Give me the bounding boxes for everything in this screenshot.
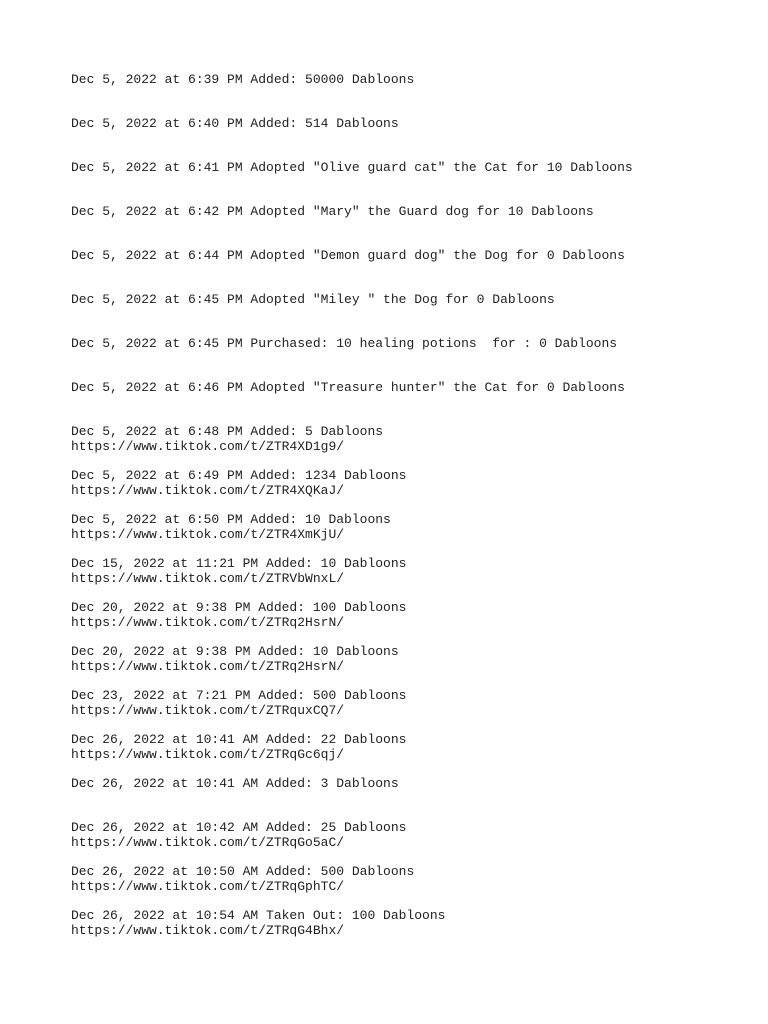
log-entry-url: https://www.tiktok.com/t/ZTRqG4Bhx/ xyxy=(71,923,345,938)
log-entry-url: https://www.tiktok.com/t/ZTR4XmKjU/ xyxy=(71,527,345,542)
log-entry-text: Dec 26, 2022 at 10:41 AM Added: 3 Dabloons xyxy=(71,776,399,791)
log-entry-text: Dec 23, 2022 at 7:21 PM Added: 500 Dabloons xyxy=(71,688,407,703)
log-entry-text: Dec 26, 2022 at 10:50 AM Added: 500 Dabloons xyxy=(71,864,415,879)
log-entry xyxy=(71,160,761,204)
log-entry-url: https://www.tiktok.com/t/ZTR4XQKaJ/ xyxy=(71,483,345,498)
log-entry-text: Dec 26, 2022 at 10:41 AM Added: 22 Dabloons xyxy=(71,732,407,747)
log-entry xyxy=(71,248,761,292)
log-entry-text: Dec 26, 2022 at 10:54 AM Taken Out: 100 Dabloons xyxy=(71,908,446,923)
log-entry xyxy=(71,424,761,468)
log-entry-text: Dec 5, 2022 at 6:39 PM Added: 50000 Dabloons xyxy=(71,72,415,87)
log-entry xyxy=(71,292,761,336)
log-entry-url: https://www.tiktok.com/t/ZTRqGo5aC/ xyxy=(71,835,345,850)
log-entry-text: Dec 5, 2022 at 6:48 PM Added: 5 Dabloons xyxy=(71,424,384,439)
log-entry xyxy=(71,512,761,556)
log-entry xyxy=(71,468,761,512)
transaction-log xyxy=(71,72,761,952)
log-entry-text: Dec 5, 2022 at 6:40 PM Added: 514 Dabloons xyxy=(71,116,399,131)
log-entry-url: https://www.tiktok.com/t/ZTRquxCQ7/ xyxy=(71,703,345,718)
log-entry-text: Dec 5, 2022 at 6:50 PM Added: 10 Dabloons xyxy=(71,512,391,527)
log-entry-url: https://www.tiktok.com/t/ZTRqGc6qj/ xyxy=(71,747,345,762)
log-entry xyxy=(71,732,761,776)
log-entry xyxy=(71,864,761,908)
log-entry xyxy=(71,380,761,424)
log-entry-url: https://www.tiktok.com/t/ZTRVbWnxL/ xyxy=(71,571,345,586)
log-entry-url: https://www.tiktok.com/t/ZTR4XD1g9/ xyxy=(71,439,345,454)
log-entry-text: Dec 15, 2022 at 11:21 PM Added: 10 Dabloons xyxy=(71,556,407,571)
log-entry-url: https://www.tiktok.com/t/ZTRq2HsrN/ xyxy=(71,659,345,674)
log-entry-text: Dec 5, 2022 at 6:42 PM Adopted "Mary" the Guard dog for 10 Dabloons xyxy=(71,204,594,219)
log-entry-url: https://www.tiktok.com/t/ZTRqGphTC/ xyxy=(71,879,345,894)
log-entry xyxy=(71,336,761,380)
log-entry-text: Dec 5, 2022 at 6:45 PM Adopted "Miley " the Dog for 0 Dabloons xyxy=(71,292,555,307)
log-entry xyxy=(71,820,761,864)
log-entry-text: Dec 5, 2022 at 6:49 PM Added: 1234 Dabloons xyxy=(71,468,407,483)
log-entry-text: Dec 26, 2022 at 10:42 AM Added: 25 Dabloons xyxy=(71,820,407,835)
log-entry xyxy=(71,776,761,820)
log-entry-text: Dec 5, 2022 at 6:45 PM Purchased: 10 healing potions for : 0 Dabloons xyxy=(71,336,618,351)
log-entry-text: Dec 20, 2022 at 9:38 PM Added: 100 Dabloons xyxy=(71,600,407,615)
log-entry xyxy=(71,600,761,644)
log-entry xyxy=(71,688,761,732)
log-entry xyxy=(71,204,761,248)
log-entry-url: https://www.tiktok.com/t/ZTRq2HsrN/ xyxy=(71,615,345,630)
log-entry xyxy=(71,72,761,116)
log-entry-text: Dec 20, 2022 at 9:38 PM Added: 10 Dabloons xyxy=(71,644,399,659)
log-entry-text: Dec 5, 2022 at 6:46 PM Adopted "Treasure hunter" the Cat for 0 Dabloons xyxy=(71,380,625,395)
log-entry-text: Dec 5, 2022 at 6:41 PM Adopted "Olive guard cat" the Cat for 10 Dabloons xyxy=(71,160,633,175)
log-entry xyxy=(71,556,761,600)
log-entry xyxy=(71,116,761,160)
log-entry xyxy=(71,644,761,688)
log-entry xyxy=(71,908,761,952)
log-entry-text: Dec 5, 2022 at 6:44 PM Adopted "Demon guard dog" the Dog for 0 Dabloons xyxy=(71,248,625,263)
